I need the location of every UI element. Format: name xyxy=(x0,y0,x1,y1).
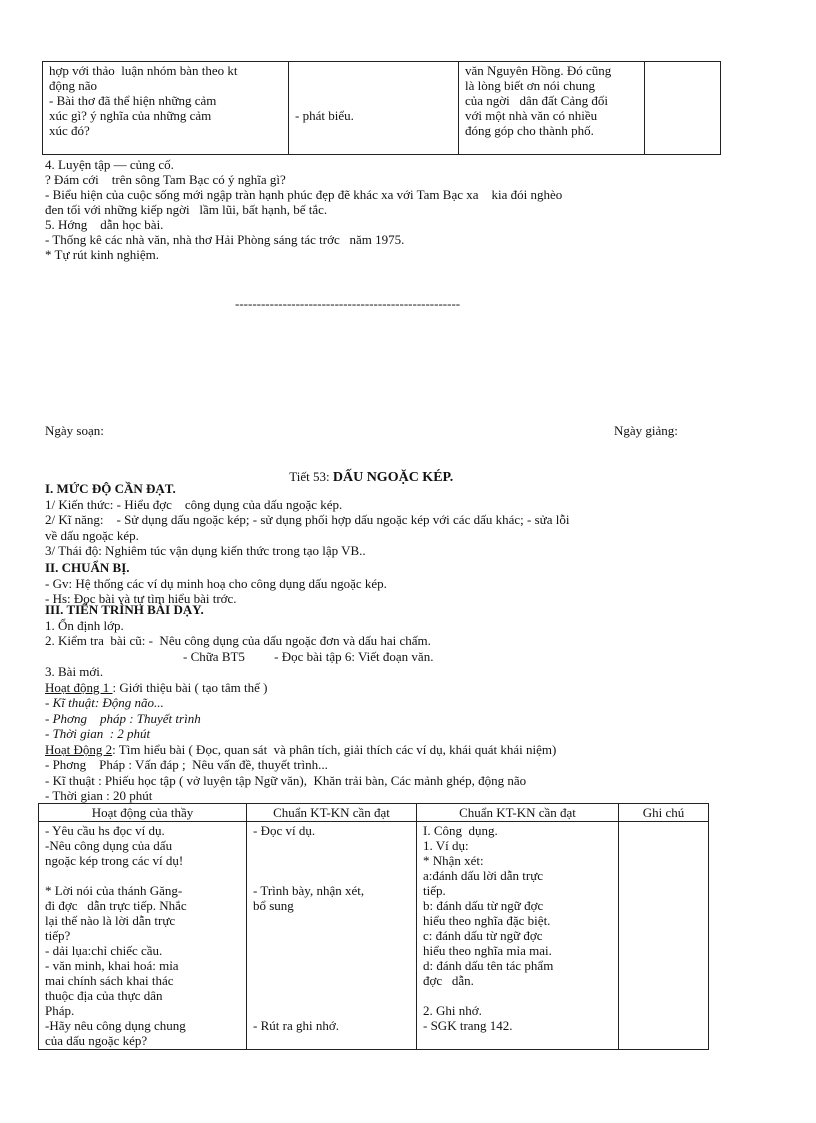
cell-line: I. Công dụng. xyxy=(423,823,498,838)
cont-line: của ngời dân đất Cảng đối xyxy=(465,93,608,108)
cell-line: của dấu ngoặc kép? xyxy=(45,1033,148,1048)
ngay-giang: Ngày giảng: xyxy=(614,423,678,438)
cell-line: bổ sung xyxy=(253,898,294,913)
cell-line xyxy=(253,838,410,853)
section-heading: II. CHUẨN BỊ. xyxy=(45,560,130,575)
cell-line xyxy=(253,1033,410,1048)
objectives-section xyxy=(45,481,569,559)
cont-line: với một nhà văn có nhiều xyxy=(465,108,598,123)
cell-line: đợc dẫn. xyxy=(423,973,474,988)
teacher-activity-cell xyxy=(39,822,247,1050)
table-header-row xyxy=(39,804,709,822)
ngay-soan: Ngày soạn: xyxy=(45,423,104,438)
cell-line xyxy=(253,1003,410,1018)
cell-line: tiếp? xyxy=(45,928,71,943)
cont-line: đóng góp cho thành phố. xyxy=(465,123,594,138)
cont-line: - phát biểu. xyxy=(295,108,354,123)
header-note: Ghi chú xyxy=(619,804,709,822)
activity-text: : Giới thiệu bài ( tạo tâm thế ) xyxy=(112,679,268,695)
cell-line: d: đánh dấu tên tác phẩm xyxy=(423,958,554,973)
cont-line: xúc đó? xyxy=(49,123,90,138)
cell-line: b: đánh dấu từ ngữ đợc xyxy=(423,898,544,913)
cell-line xyxy=(253,853,410,868)
cell-line: lại thế nào là lời dẫn trực xyxy=(45,913,176,928)
text-line: - Phơng pháp : Thuyết trình xyxy=(45,710,201,726)
note-cell xyxy=(619,822,709,1050)
activity-text: : Tìm hiểu bài ( Đọc, quan sát và phân tích, giải thích các ví dụ, khái quát khái niệm) xyxy=(112,741,557,757)
text-line: - Chữa BT5 - Đọc bài tập 6: Viết đoạn văn. xyxy=(183,648,434,664)
cell-line xyxy=(423,988,612,1003)
cell-line xyxy=(253,868,410,883)
preparation-section xyxy=(45,560,387,607)
cell-line: 1. Ví dụ: xyxy=(423,838,469,853)
cell-line: a:đánh dấu lời dẫn trực xyxy=(423,868,544,883)
cell-line: - Trình bày, nhận xét, xyxy=(253,883,365,898)
text-line: * Tự rút kinh nghiệm. xyxy=(45,247,160,262)
cell-line: Pháp. xyxy=(45,1003,75,1018)
cell-line: - SGK trang 142. xyxy=(423,1018,513,1033)
cell-line: -Nêu công dụng của dấu xyxy=(45,838,173,853)
cont-cell-content xyxy=(459,62,645,155)
continuation-table xyxy=(42,61,721,155)
text-line: 3/ Thái độ: Nghiêm túc vận dụng kiến thức trong tạo lập VB.. xyxy=(45,543,366,558)
lesson-number: Tiết 53: xyxy=(289,469,333,484)
cell-line xyxy=(253,988,410,1003)
cell-line: ngoặc kép trong các ví dụ! xyxy=(45,853,184,868)
text-line: 1. Ổn định lớp. xyxy=(45,617,124,633)
text-line: 5. Hớng dẫn học bài. xyxy=(45,217,164,232)
text-line: - Thống kê các nhà văn, nhà thơ Hải Phòng sáng tác trớc năm 1975. xyxy=(45,232,405,247)
content-cell xyxy=(417,822,619,1050)
lesson-table xyxy=(38,803,709,1050)
text-line: - Phơng Pháp : Vấn đáp ; Nêu vấn đề, thuyết trình... xyxy=(45,757,328,772)
cell-line xyxy=(253,958,410,973)
text-line: 1/ Kiến thức: - Hiểu đợc công dụng của dấu ngoặc kép. xyxy=(45,496,343,512)
activity-label: Hoạt Động 2 xyxy=(45,741,113,757)
divider: ---------------------------------------------------- xyxy=(235,296,461,311)
cell-line: thuộc địa của thực dân xyxy=(45,988,163,1003)
text-line: 2/ Kĩ năng: - Sử dụng dấu ngoặc kép; - sử dụng phối hợp dấu ngoặc kép với các dấu khác; - sửa lỗi xyxy=(45,512,570,527)
cell-line: hiểu theo nghĩa đặc biệt. xyxy=(423,913,551,928)
cont-line: là lòng biết ơn nói chung xyxy=(465,78,595,93)
cell-line: c: đánh dấu từ ngữ đợc xyxy=(423,928,543,943)
activity-1 xyxy=(45,680,556,696)
lesson-name: DẤU NGOẶC KÉP. xyxy=(332,470,454,485)
cell-line xyxy=(423,1033,612,1048)
text-line: - Biểu hiện của cuộc sống mới ngập tràn hạnh phúc đẹp đẽ khác xa với Tam Bạc xa kia đói nghèo xyxy=(45,187,563,202)
table-row xyxy=(39,822,709,1050)
text-line: - Kĩ thuật: Động não... xyxy=(45,695,164,710)
cell-line: 2. Ghi nhớ. xyxy=(423,1003,482,1018)
cell-line xyxy=(253,928,410,943)
cell-line xyxy=(45,868,240,883)
activity-2 xyxy=(45,742,556,758)
cell-line: - Đọc ví dụ. xyxy=(253,823,316,838)
cont-cell-note xyxy=(645,62,721,155)
cell-line: tiếp. xyxy=(423,883,446,898)
cont-line: văn Nguyên Hồng. Đó cũng xyxy=(465,63,612,78)
cell-line: -Hãy nêu công dụng chung xyxy=(45,1018,186,1033)
cont-line: - Bài thơ đã thể hiện những cảm xyxy=(49,93,217,108)
section-heading: I. MỨC ĐỘ CẦN ĐẠT. xyxy=(45,481,176,496)
text-line: 4. Luyện tập — củng cố. xyxy=(45,157,174,172)
cell-line xyxy=(253,913,410,928)
student-activity-cell xyxy=(247,822,417,1050)
text-line: ? Đám cới trên sông Tam Bạc có ý nghĩa gì? xyxy=(45,172,286,187)
cont-line: xúc gì? ý nghĩa của những cảm xyxy=(49,108,212,123)
text-line: đen tối với những kiếp ngời lầm lũi, bất hạnh, bế tắc. xyxy=(45,202,328,217)
text-line: - Gv: Hệ thống các ví dụ minh hoạ cho công dụng dấu ngoặc kép. xyxy=(45,575,387,591)
cell-line: - dải lụa:chỉ chiếc cầu. xyxy=(45,943,163,958)
text-line: - Thời gian : 2 phút xyxy=(45,726,151,741)
cell-line: - văn minh, khai hoá: mỉa xyxy=(45,958,179,973)
text-line: 2. Kiểm tra bài cũ: - Nêu công dụng của dấu ngoặc đơn và dấu hai chấm. xyxy=(45,633,431,648)
cell-line xyxy=(253,943,410,958)
header-content: Chuẩn KT-KN cần đạt xyxy=(417,804,619,822)
cell-line: * Lời nói của thánh Găng- xyxy=(45,883,183,898)
cell-line: đi đợc dẫn trực tiếp. Nhắc xyxy=(45,898,187,913)
text-line: về dấu ngoặc kép. xyxy=(45,527,139,543)
procedure-section xyxy=(45,602,556,804)
header-teacher: Hoạt động của thầy xyxy=(39,804,247,822)
text-line: - Kĩ thuật : Phiếu học tập ( vở luyện tập Ngữ văn), Khăn trải bàn, Các mảnh ghép, động não xyxy=(45,772,527,788)
header-student: Chuẩn KT-KN cần đạt xyxy=(247,804,417,822)
cell-line: mai chính sách khai thác xyxy=(45,973,174,988)
cell-line: - Rút ra ghi nhớ. xyxy=(253,1018,339,1033)
section-heading: III. TIẾN TRÌNH BÀI DẠY. xyxy=(45,602,204,617)
practice-section xyxy=(45,157,562,262)
cell-line: - Yêu cầu hs đọc ví dụ. xyxy=(45,823,165,838)
cell-line: * Nhận xét: xyxy=(423,853,484,868)
activity-label: Hoạt động 1 xyxy=(45,679,113,695)
cont-cell-activity xyxy=(43,62,289,155)
cont-line: hợp với thảo luận nhóm bàn theo kt xyxy=(49,63,238,78)
cell-line xyxy=(253,973,410,988)
cell-line: hiểu theo nghĩa mỉa mai. xyxy=(423,943,552,958)
cont-line: động não xyxy=(49,78,98,93)
cont-cell-student xyxy=(289,62,459,155)
text-line: 3. Bài mới. xyxy=(45,664,104,679)
text-line: - Thời gian : 20 phút xyxy=(45,788,153,803)
text-line: - Hs: Đọc bài và tự tìm hiểu bài trớc. xyxy=(45,591,237,606)
